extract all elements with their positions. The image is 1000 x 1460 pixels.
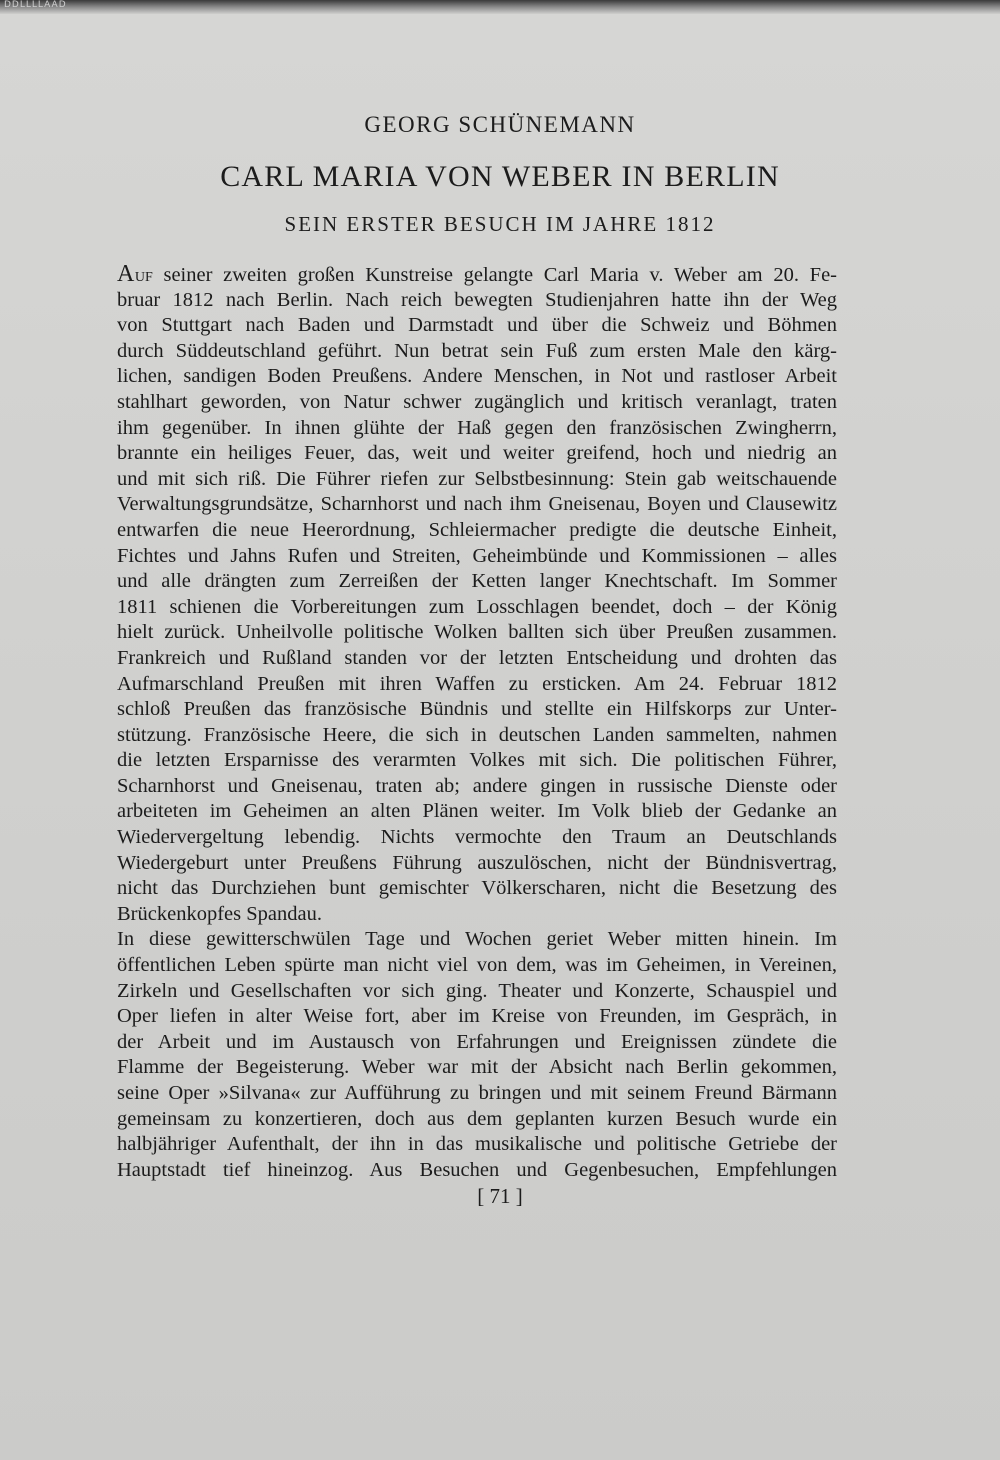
- text-line: durch Süddeutschland geführt. Nun betrat sein Fuß zum ersten Male den kärg-: [117, 339, 837, 362]
- article-title: CARL MARIA VON WEBER IN BERLIN: [220, 160, 780, 193]
- text-line: 1811 schienen die Vorbereitungen zum Losschlagen beendet, doch – der König: [117, 595, 837, 618]
- text-line: Flamme der Begeisterung. Weber war mit der Absicht nach Berlin gekommen,: [117, 1056, 837, 1079]
- text-line: ihm gegenüber. In ihnen glühte der Haß gegen den französischen Zwingherrn,: [117, 416, 837, 439]
- text-line: hielt zurück. Unheilvolle politische Wolken ballten sich über Preußen zusammen.: [117, 621, 837, 644]
- header-fragment: DDLLLLAAD: [4, 0, 67, 10]
- text-line-content: seiner zweiten großen Kunstreise gelangte Carl Maria v. Weber am 20. Fe-: [152, 264, 837, 286]
- text-line: halbjähriger Aufenthalt, der ihn in das musikalische und politische Getriebe der: [117, 1133, 837, 1156]
- text-line: Wiedergeburt unter Preußens Führung auszulöschen, nicht der Bündnisvertrag,: [117, 851, 837, 874]
- text-line: schloß Preußen das französische Bündnis und stellte ein Hilfskorps zur Unter-: [117, 698, 837, 721]
- text-line: bruar 1812 nach Berlin. Nach reich bewegten Studienjahren hatte ihn der Weg: [117, 288, 837, 311]
- text-line: der Arbeit und im Austausch von Erfahrungen und Ereignissen zündete die: [117, 1030, 837, 1053]
- text-line: Frankreich und Rußland standen vor der letzten Entscheidung und drohten das: [117, 646, 837, 669]
- text-line: Scharnhorst und Gneisenau, traten ab; andere gingen in russische Dienste oder: [117, 774, 837, 797]
- text-line: stahlhart geworden, von Natur schwer zugänglich und kritisch veranlagt, traten: [117, 390, 837, 413]
- text-line: In diese gewitterschwülen Tage und Wochen geriet Weber mitten hinein. Im: [117, 928, 837, 951]
- text-line: nicht das Durchziehen bunt gemischter Völkerscharen, nicht die Besetzung des: [117, 877, 837, 900]
- text-line: die letzten Ersparnisse des verarmten Volkes mit sich. Die politischen Führer,: [117, 749, 837, 772]
- text-line: Verwaltungsgrundsätze, Scharnhorst und nach ihm Gneisenau, Boyen und Clausewitz: [117, 493, 837, 516]
- article-subtitle: SEIN ERSTER BESUCH IM JAHRE 1812: [284, 212, 716, 236]
- page-number: [ 71 ]: [477, 1184, 523, 1208]
- text-line: und mit sich riß. Die Führer riefen zur Selbstbesinnung: Stein gab weitschauende: [117, 467, 837, 490]
- text-line: stützung. Französische Heere, die sich in deutschen Landen sammelten, nahmen: [117, 723, 837, 746]
- text-line: gemeinsam zu konzertieren, doch aus dem geplanten kurzen Besuch wurde ein: [117, 1107, 837, 1130]
- text-line: Fichtes und Jahns Rufen und Streiten, Geheimbünde und Kommissionen – alles: [117, 544, 837, 567]
- text-line: und alle drängten zum Zerreißen der Ketten langer Knechtschaft. Im Sommer: [117, 570, 837, 593]
- small-caps-word: uf: [134, 264, 153, 286]
- text-line: Zirkeln und Gesellschaften vor sich ging. Theater und Konzerte, Schauspiel und: [117, 979, 837, 1002]
- text-line: Hauptstadt tief hineinzog. Aus Besuchen und Gegenbesuchen, Empfehlungen: [117, 1158, 837, 1181]
- text-line: arbeiteten im Geheimen an alten Plänen weiter. Im Volk blieb der Gedanke an: [117, 800, 837, 823]
- text-line: Brückenkopfes Spandau.: [117, 902, 322, 925]
- scan-top-edge: [0, 0, 1000, 14]
- text-line: von Stuttgart nach Baden und Darmstadt und über die Schweiz und Böhmen: [117, 314, 837, 337]
- author-name: GEORG SCHÜNEMANN: [364, 112, 636, 137]
- text-line: brannte ein heiliges Feuer, das, weit und weiter greifend, hoch und niedrig an: [117, 442, 837, 465]
- text-line: Oper liefen in alter Weise fort, aber im Kreise von Freunden, im Gespräch, in: [117, 1005, 837, 1028]
- text-line: Aufmarschland Preußen mit ihren Waffen zu ersticken. Am 24. Februar 1812: [117, 672, 837, 695]
- text-line: [117, 262, 837, 288]
- text-line: lichen, sandigen Boden Preußens. Andere Menschen, in Not und rastloser Arbeit: [117, 365, 837, 388]
- text-line: Wiedervergeltung lebendig. Nichts vermochte den Traum an Deutschlands: [117, 826, 837, 849]
- body-text: [117, 262, 837, 1183]
- text-line: seine Oper »Silvana« zur Aufführung zu bringen und mit seinem Freund Bärmann: [117, 1082, 837, 1104]
- text-line: öffentlichen Leben spürte man nicht viel von dem, was im Geheimen, in Vereinen,: [117, 954, 837, 977]
- drop-capital: A: [117, 261, 135, 287]
- text-line: entwarfen die neue Heerordnung, Schleiermacher predigte die deutsche Einheit,: [117, 518, 837, 541]
